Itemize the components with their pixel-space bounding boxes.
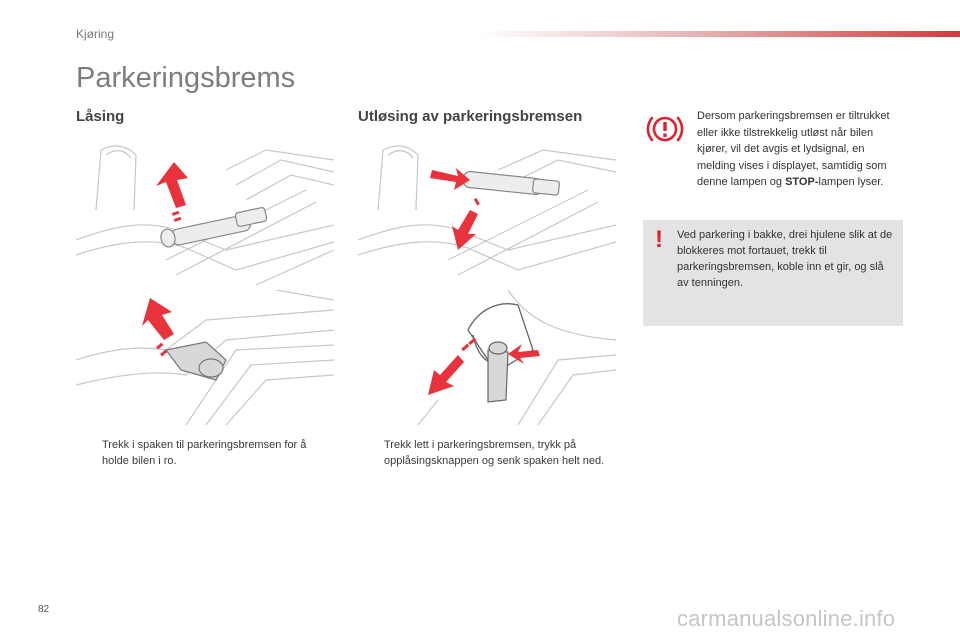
lever-release-illustration — [358, 130, 616, 285]
watermark: carmanualsonline.info — [677, 606, 896, 631]
warning-info-text-end: lampen lyser. — [818, 176, 884, 188]
cabin-lever-up-illustration — [76, 290, 334, 425]
warning-info-text-start: Dersom parkeringsbremsen er tiltrukket eller ikke tilstrekkelig utløst når bilen kjører, vil det avgis et lydsignal, en melding vises i displayet, samtidig som denne lampen og — [697, 110, 890, 188]
notice-text: Ved parkering i bakke, drei hjulene slik at de blokkeres mot fortauet, trekk til parkeringsbremsen, koble inn et gir, og slå av tenningen. — [677, 229, 893, 289]
stop-lamp-label: STOP- — [785, 176, 819, 188]
brake-warning-icon — [645, 110, 685, 148]
locking-instruction — [80, 437, 332, 469]
header-accent-bar — [480, 31, 960, 37]
section-label: Kjøring — [76, 27, 115, 41]
page-number: 82 — [38, 604, 50, 615]
release-instruction-text: Trekk lett i parkeringsbremsen, trykk på opplåsingsknappen og senk spaken helt ned. — [384, 439, 605, 467]
release-heading: Utløsing av parkeringsbremsen — [358, 108, 583, 125]
exclamation-icon: ! — [655, 226, 663, 253]
lever-pull-up-illustration — [76, 130, 334, 285]
warning-info-text — [697, 108, 902, 191]
locking-heading: Låsing — [76, 108, 125, 125]
release-instruction — [362, 437, 612, 469]
locking-instruction-text: Trekk i spaken til parkeringsbremsen for å holde bilen i ro. — [102, 439, 307, 467]
cabin-lever-release-illustration — [358, 290, 616, 425]
page-title: Parkeringsbrems — [76, 62, 296, 94]
